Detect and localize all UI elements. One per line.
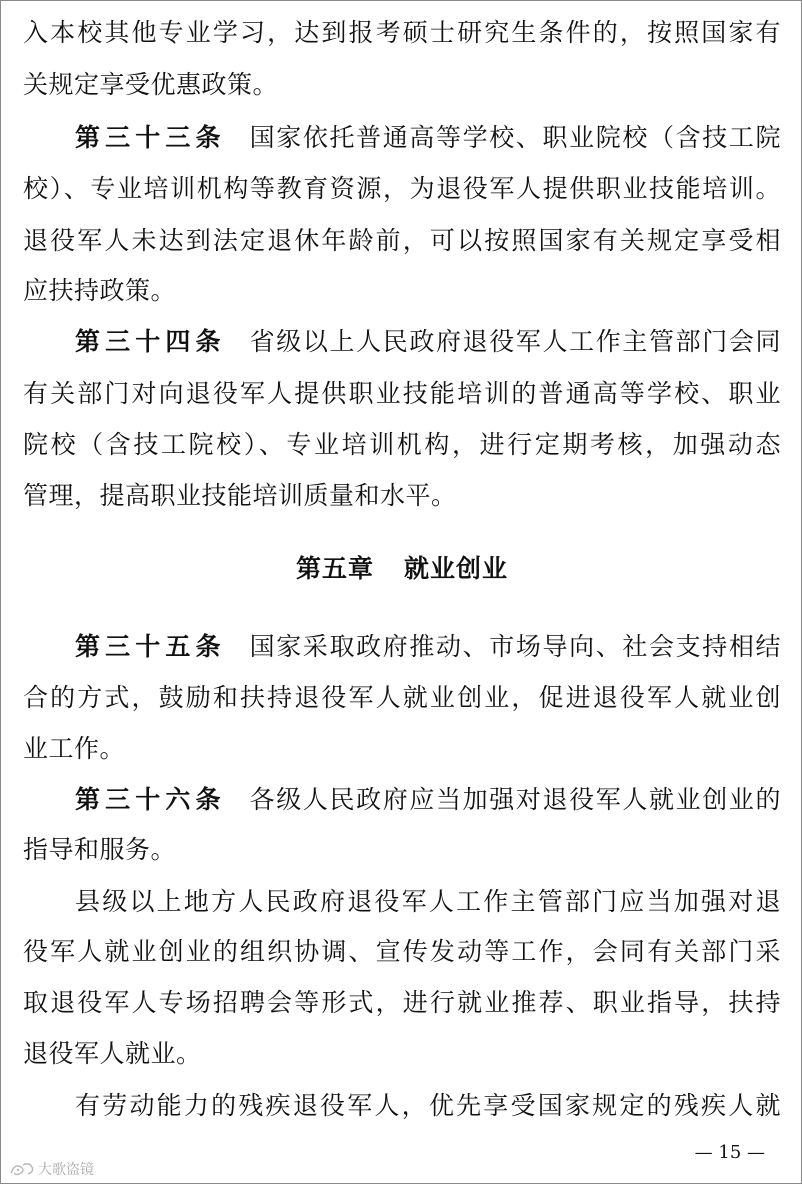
chapter-number: 第五章	[295, 554, 374, 583]
text-line: 取退役军人专场招聘会等形式，进行就业推荐、职业指导，扶持	[23, 988, 781, 1017]
text-line: 退役军人就业。	[23, 1039, 202, 1068]
text-line: 业工作。	[23, 734, 126, 763]
text-line: 国家依托普通高等学校、职业院校（含技工院	[249, 123, 781, 152]
watermark-logo-icon	[9, 1161, 35, 1177]
article-34-number: 第三十四条	[75, 327, 226, 356]
text-line: 应扶持政策。	[23, 276, 177, 305]
text-line: 有劳动能力的残疾退役军人，优先享受国家规定的残疾人就	[75, 1091, 781, 1120]
text-line: 省级以上人民政府退役军人工作主管部门会同	[249, 327, 781, 356]
article-36-paragraph	[75, 780, 781, 820]
text-line: 校）、专业培训机构等教育资源，为退役军人提供职业技能培训。	[23, 174, 781, 203]
text-line: 关规定享受优惠政策。	[23, 70, 279, 99]
chapter-title: 就业创业	[404, 554, 509, 583]
text-line: 国家采取政府推动、市场导向、社会支持相结	[249, 632, 781, 661]
article-35-number: 第三十五条	[75, 632, 226, 661]
article-35-paragraph	[75, 627, 781, 667]
text-line: 各级人民政府应当加强对退役军人就业创业的	[249, 785, 781, 814]
text-line: 县级以上地方人民政府退役军人工作主管部门应当加强对退	[75, 887, 781, 916]
page-number: — 15 —	[694, 1142, 765, 1163]
text-line: 指导和服务。	[23, 835, 177, 864]
watermark-text: 大歌盗镜	[38, 1162, 94, 1178]
article-36-number: 第三十六条	[75, 785, 226, 814]
text-line: 退役军人未达到法定退休年龄前，可以按照国家有关规定享受相	[23, 226, 781, 255]
text-line: 役军人就业创业的组织协调、宣传发动等工作，会同有关部门采	[23, 937, 781, 966]
text-line: 有关部门对向退役军人提供职业技能培训的普通高等学校、职业	[23, 379, 781, 408]
article-33-paragraph	[75, 118, 781, 158]
text-line: 管理，提高职业技能培训质量和水平。	[23, 481, 457, 510]
text-line: 合的方式，鼓励和扶持退役军人就业创业，促进退役军人就业创	[23, 683, 781, 712]
text-line: 院校（含技工院校）、专业培训机构，进行定期考核，加强动态	[23, 430, 781, 459]
text-line: 入本校其他专业学习，达到报考硕士研究生条件的，按照国家有	[23, 18, 781, 47]
chapter-heading	[1, 549, 802, 589]
watermark	[9, 1159, 94, 1179]
article-34-paragraph	[75, 322, 781, 362]
article-33-number: 第三十三条	[75, 123, 226, 152]
